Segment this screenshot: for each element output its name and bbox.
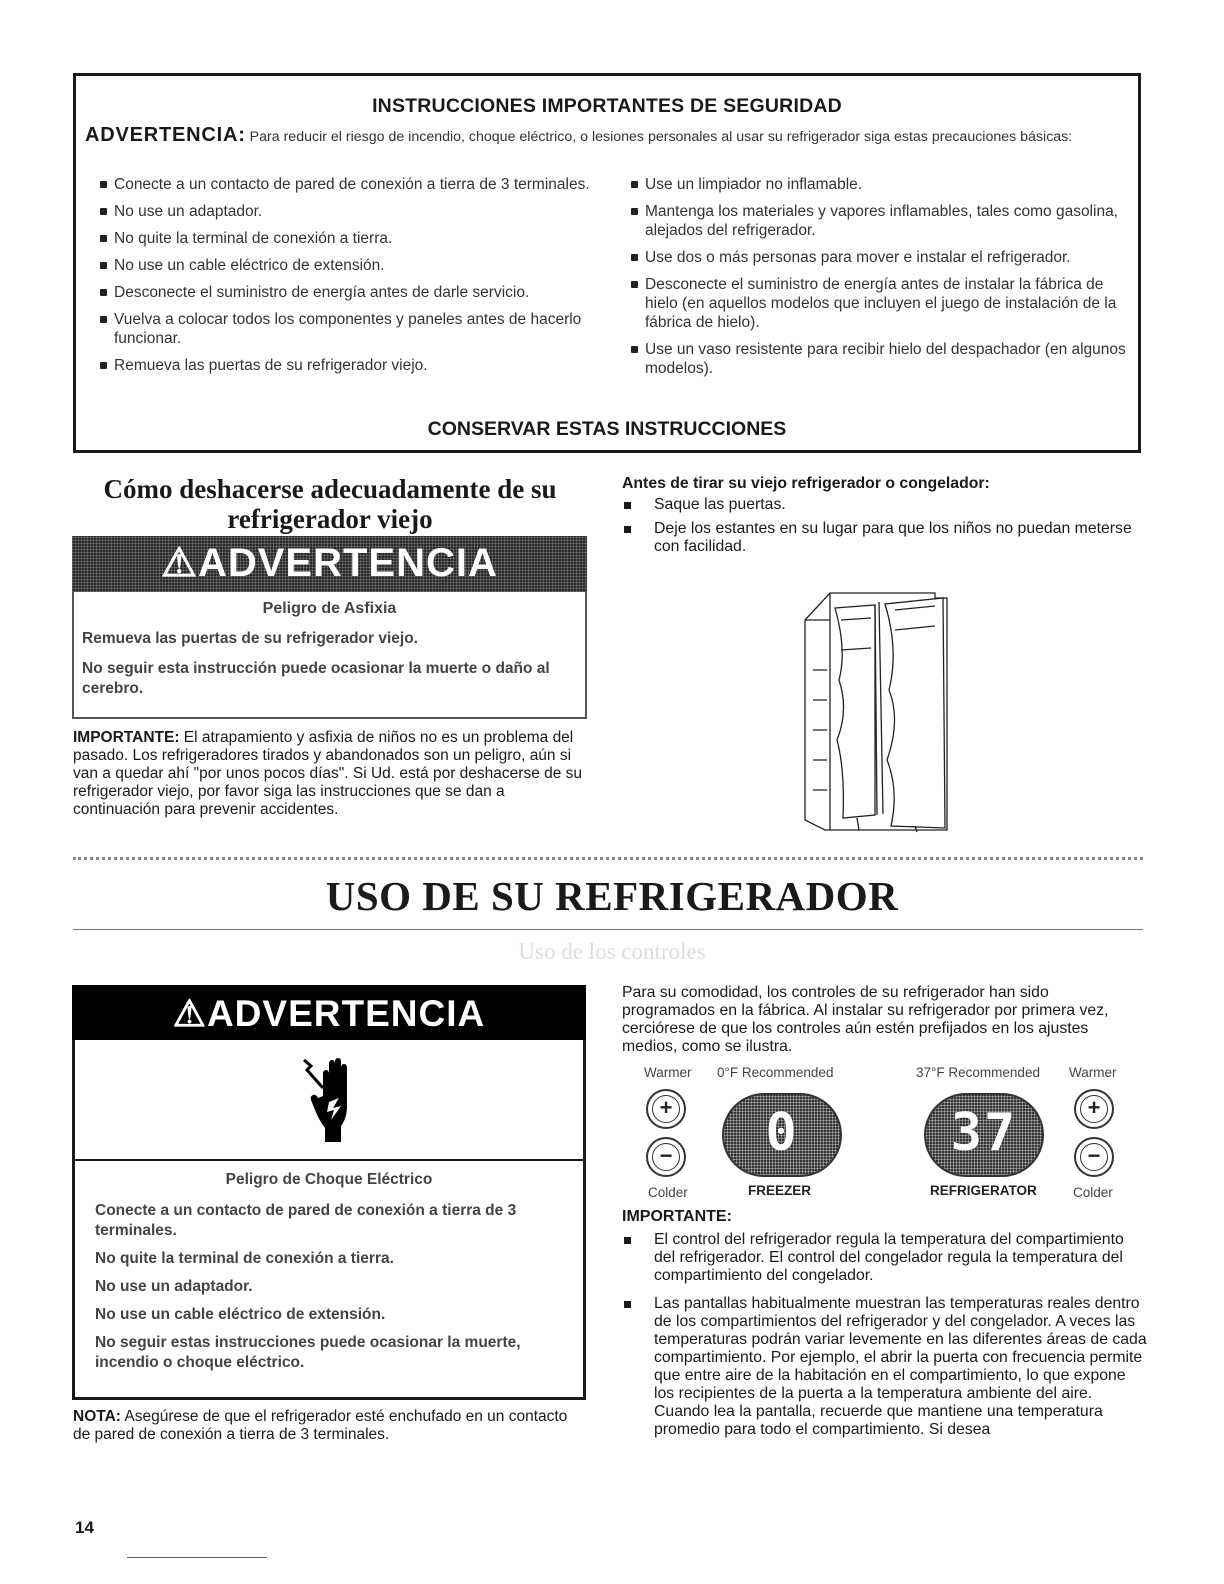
freezer-label: FREEZER: [748, 1183, 812, 1198]
safety-instructions-box: [73, 73, 1141, 453]
list-item: Use un vaso resistente para recibir hielo del despachador (en algunos modelos).: [629, 340, 1129, 378]
list-item: Remueva las puertas de su refrigerador viejo.: [98, 356, 608, 375]
icon-panel: [75, 1040, 583, 1161]
freezer-warmer-button[interactable]: [646, 1089, 686, 1129]
freezer-colder-label: Colder: [648, 1185, 688, 1200]
important-paragraph: [73, 729, 588, 819]
warning-banner-text: ⚠ADVERTENCIA: [161, 541, 498, 585]
electric-warning-box: [72, 1040, 586, 1400]
asphyxia-warning-banner: [72, 536, 587, 592]
freezer-warmer-label: Warmer: [644, 1065, 692, 1080]
list-item: No use un cable eléctrico de extensión.: [98, 256, 608, 275]
plus-icon: +: [652, 1095, 680, 1123]
refrigerator-warmer-label: Warmer: [1069, 1065, 1117, 1080]
refrigerator-colder-button[interactable]: [1074, 1137, 1114, 1177]
list-item: Conecte a un contacto de pared de conexión a tierra de 3 terminales.: [98, 175, 608, 194]
hazard-line: No use un adaptador.: [95, 1278, 253, 1295]
list-item: Desconecte el suministro de energía antes de darle servicio.: [98, 283, 608, 302]
title-rule: [73, 929, 1143, 930]
electric-warning-banner: [72, 985, 586, 1040]
safety-footer: CONSERVAR ESTAS INSTRUCCIONES: [427, 418, 787, 440]
note-text: Asegúrese de que el refrigerador esté enchufado en un contacto de pared de conexión a tierra de 3 terminales.: [73, 1408, 568, 1443]
safety-title: INSTRUCCIONES IMPORTANTES DE SEGURIDAD: [372, 95, 842, 117]
important-heading: IMPORTANTE:: [622, 1208, 732, 1225]
note-label: NOTA:: [73, 1408, 121, 1425]
warning-banner-text: ⚠ADVERTENCIA: [172, 993, 486, 1034]
hazard-line: Remueva las puertas de su refrigerador viejo.: [82, 630, 418, 647]
warning-label: ADVERTENCIA:: [85, 124, 246, 146]
refrigerator-warmer-button[interactable]: [1074, 1089, 1114, 1129]
hazard-line: No seguir esta instrucción puede ocasionar la muerte o daño al cerebro.: [82, 660, 550, 697]
hazard-title: Peligro de Choque Eléctrico: [225, 1171, 433, 1188]
list-item: Use un limpiador no inflamable.: [629, 175, 1129, 194]
freezer-colder-button[interactable]: [646, 1137, 686, 1177]
safety-list-left: [98, 175, 608, 383]
controls-intro: Para su comodidad, los controles de su refrigerador han sido programados en la fábrica. Al instalar su refrigerador por primera vez, cerciórese de que los controles aún estén prefijados en los ajustes medios, como se ilustra.: [622, 984, 1109, 1055]
section-divider: [73, 857, 1143, 860]
page-title: USO DE SU REFRIGERADOR: [325, 873, 899, 919]
hazard-line: No quite la terminal de conexión a tierra.: [95, 1250, 394, 1267]
important-label: IMPORTANTE:: [73, 729, 180, 746]
refrigerator-doors-removed-illustration: [795, 590, 970, 835]
asphyxia-warning-box: [72, 591, 587, 719]
list-item: Saque las puertas.: [622, 496, 1132, 514]
list-item: Las pantallas habitualmente muestran las temperaturas reales dentro de los compartimientos del refrigerador y del congelador. A veces las temperaturas podrán variar levemente en las diferentes áreas de cada compartimiento. Por ejemplo, el abrir la puerta con frecuencia permite que entre aire de la habitación en el compartimiento, lo que expone los recipientes de la puerta a la temperatura ambiente del aire. Cuando lea la pantalla, recuerde que mantiene una temperatura promedio para todo el compartimiento. Si desea: [622, 1295, 1147, 1439]
refrigerator-display-value: 37: [950, 1103, 1018, 1163]
list-item: No quite la terminal de conexión a tierra.: [98, 229, 608, 248]
page-number: 14: [75, 1518, 94, 1537]
minus-icon: −: [652, 1143, 680, 1171]
refrigerator-label: REFRIGERATOR: [930, 1183, 1037, 1198]
list-item: El control del refrigerador regula la temperatura del compartimiento del refrigerador. El control del congelador regula la temperatura del compartimiento del congelador.: [622, 1231, 1147, 1285]
plus-icon: +: [1080, 1095, 1108, 1123]
safety-intro: [85, 126, 1095, 147]
list-item: Mantenga los materiales y vapores inflamables, tales como gasolina, alejados del refrigerador.: [629, 202, 1129, 240]
safety-list-right: [629, 175, 1129, 386]
hazard-line: Conecte a un contacto de pared de conexión a tierra de 3 terminales.: [95, 1202, 517, 1239]
list-item: Desconecte el suministro de energía antes de instalar la fábrica de hielo (en aquellos modelos que incluyen el juego de instalación de la fábrica de hielo).: [629, 275, 1129, 332]
important-text: El atrapamiento y asfixia de niños no es un problema del pasado. Los refrigeradores tirados y abandonados son un peligro, aún si van a quedar ahí "por unos pocos días". Si Ud. está por deshacerse de su refrigerador viejo, por favor siga las instrucciones que se dan a continuación para prevenir accidentes.: [73, 729, 583, 818]
freezer-recommended-label: 0°F Recommended: [717, 1065, 834, 1080]
hazard-body: [95, 1201, 575, 1381]
refrigerator-colder-label: Colder: [1073, 1185, 1113, 1200]
disposal-heading: Cómo deshacerse adecuadamente de su refrigerador viejo: [103, 474, 557, 534]
hazard-line: No seguir estas instrucciones puede ocasionar la muerte, incendio o choque eléctrico.: [95, 1334, 521, 1371]
list-item: Deje los estantes en su lugar para que los niños no puedan meterse con facilidad.: [622, 520, 1132, 556]
hazard-line: No use un cable eléctrico de extensión.: [95, 1306, 386, 1323]
refrigerator-display: [924, 1093, 1044, 1177]
minus-icon: −: [1080, 1143, 1108, 1171]
before-disposal-heading: Antes de tirar su viejo refrigerador o congelador:: [622, 475, 990, 492]
hazard-body: [82, 629, 577, 709]
footer-link-line: [127, 1557, 267, 1558]
freezer-display-value: 0: [765, 1103, 799, 1163]
electric-shock-hand-icon: [301, 1056, 361, 1148]
note-paragraph: [73, 1408, 588, 1444]
refrigerator-recommended-label: 37°F Recommended: [916, 1065, 1040, 1080]
section-subtitle: Uso de los controles: [518, 939, 706, 964]
important-list: [622, 1231, 1147, 1449]
list-item: Vuelva a colocar todos los componentes y paneles antes de hacerlo funcionar.: [98, 310, 608, 348]
before-disposal-list: [622, 496, 1132, 562]
list-item: No use un adaptador.: [98, 202, 608, 221]
list-item: Use dos o más personas para mover e instalar el refrigerador.: [629, 248, 1129, 267]
hazard-title: Peligro de Asfixia: [262, 600, 397, 617]
freezer-display: [722, 1093, 842, 1177]
safety-intro-text: Para reducir el riesgo de incendio, choque eléctrico, o lesiones personales al usar su refrigerador siga estas precauciones básicas:: [249, 129, 1073, 145]
